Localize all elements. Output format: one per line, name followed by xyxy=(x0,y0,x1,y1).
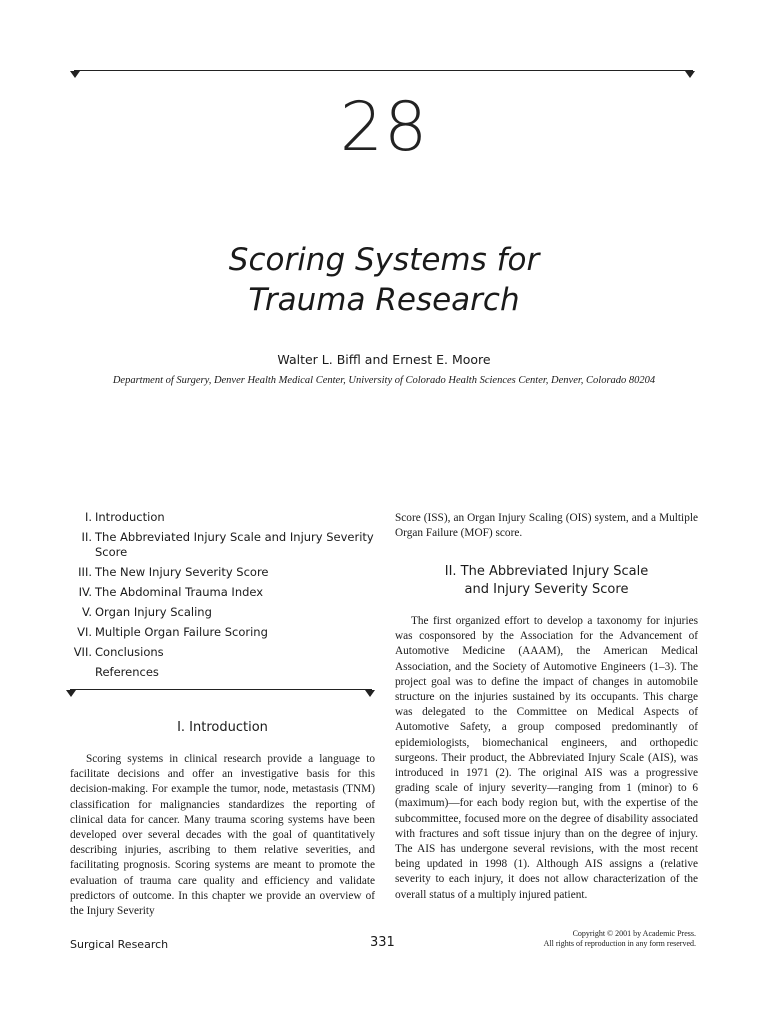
copyright-line2: All rights of reproduction in any form reserved. xyxy=(543,939,696,948)
chapter-title-line2: Trauma Research xyxy=(248,282,520,318)
authors: Walter L. Biffl and Ernest E. Moore xyxy=(277,352,491,367)
affiliation: Department of Surgery, Denver Health Medical Center, University of Colorado Health Sciences Center, Denver, Colorado 80204 xyxy=(112,375,656,386)
toc-arrow-left-icon xyxy=(66,690,76,697)
toc-label: The Abbreviated Injury Scale and Injury Severity Score xyxy=(95,530,374,559)
section-heading-ais-line2: and Injury Severity Score xyxy=(464,582,629,597)
section-heading-ais-line1: II. The Abbreviated Injury Scale xyxy=(444,564,649,579)
introduction-paragraph: Scoring systems in clinical research provide a language to facilitate decisions and offer an investigative basis for this decision-making. For example the tumor, node, metastasis (TNM) classification for malignancies standardizes the reporting of clinical data for cancer. Many trauma scoring systems have been developed over several decades with the goal of quantitatively describing injuries, ascribing to them relative severities, and facilitating prognosis. Scoring systems are meant to promote the evaluation of trauma care quality and efficiency and validate predictors of outcome. In this chapter we provide an overview of the Injury Severity xyxy=(70,753,375,918)
toc-item[interactable] xyxy=(70,585,380,600)
toc-num: IV. xyxy=(78,585,92,599)
toc-num: VI. xyxy=(77,625,92,639)
toc-item[interactable] xyxy=(70,565,380,580)
copyright-line1: Copyright © 2001 by Academic Press. xyxy=(572,929,696,938)
toc-item[interactable] xyxy=(70,645,380,660)
toc-label: References xyxy=(95,665,159,679)
toc-num: II. xyxy=(81,530,92,544)
toc-item[interactable] xyxy=(70,530,380,560)
toc-label: The New Injury Severity Score xyxy=(95,565,269,579)
rule-arrow-left-icon xyxy=(70,71,80,78)
toc-label: Organ Injury Scaling xyxy=(95,605,212,619)
toc-label: Multiple Organ Failure Scoring xyxy=(95,625,268,639)
chapter-number: 28 xyxy=(339,88,429,167)
top-rule xyxy=(74,70,693,71)
toc-item[interactable] xyxy=(70,605,380,620)
section-heading-ais xyxy=(395,563,698,599)
toc-label: Introduction xyxy=(95,510,165,524)
toc-item[interactable] xyxy=(70,625,380,640)
chapter-title xyxy=(0,240,768,320)
table-of-contents xyxy=(70,510,380,685)
toc-item[interactable] xyxy=(70,665,380,680)
toc-label: Conclusions xyxy=(95,645,164,659)
page-number: 331 xyxy=(370,935,395,950)
toc-item[interactable] xyxy=(70,510,380,525)
toc-label: The Abdominal Trauma Index xyxy=(95,585,264,599)
footer-book-title: Surgical Research xyxy=(70,938,169,951)
toc-num: I. xyxy=(84,510,92,524)
ais-paragraph: The first organized effort to develop a taxonomy for injuries was cosponsored by the Association for the Advancement of Automotive Medicine (AAAM), the American Medical Association, and the Society of Automotive Engineers (1–3). The project goal was to define the impact of changes in automobile structure on the injuries sustained by its occupants. This charge was delegated to the Committee on Medical Aspects of Automotive Safety, a group composed predominantly of epidemiologists, biomechanical engineers, and orthopedic surgeons. Their product, the Abbreviated Injury Scale (AIS), was introduced in 1971 (2). The original AIS was a progressive grading scale of injury severity—ranging from 1 (minor) to 6 (maximum)—for each body region but, with the expertise of the subcommittee, focused more on the degree of disability associated with fractures and soft tissue injury than on the degree of injury. The AIS has undergone several revisions, with the most recent being updated in 1998 (1). Although AIS assigns a (relative severity to each injury, it does not allow characterization of the overall status of a multiply injured patient. xyxy=(395,615,698,901)
toc-num: III. xyxy=(78,565,92,579)
rule-arrow-right-icon xyxy=(685,71,695,78)
toc-num: VII. xyxy=(73,645,92,659)
copyright-notice xyxy=(480,929,696,949)
chapter-title-line1: Scoring Systems for xyxy=(228,242,540,278)
section-heading-introduction: I. Introduction xyxy=(177,720,268,735)
toc-arrow-right-icon xyxy=(365,690,375,697)
toc-rule xyxy=(70,689,372,690)
toc-num: V. xyxy=(81,605,92,619)
continued-paragraph: Score (ISS), an Organ Injury Scaling (OIS) system, and a Multiple Organ Failure (MOF) score. xyxy=(395,512,698,540)
